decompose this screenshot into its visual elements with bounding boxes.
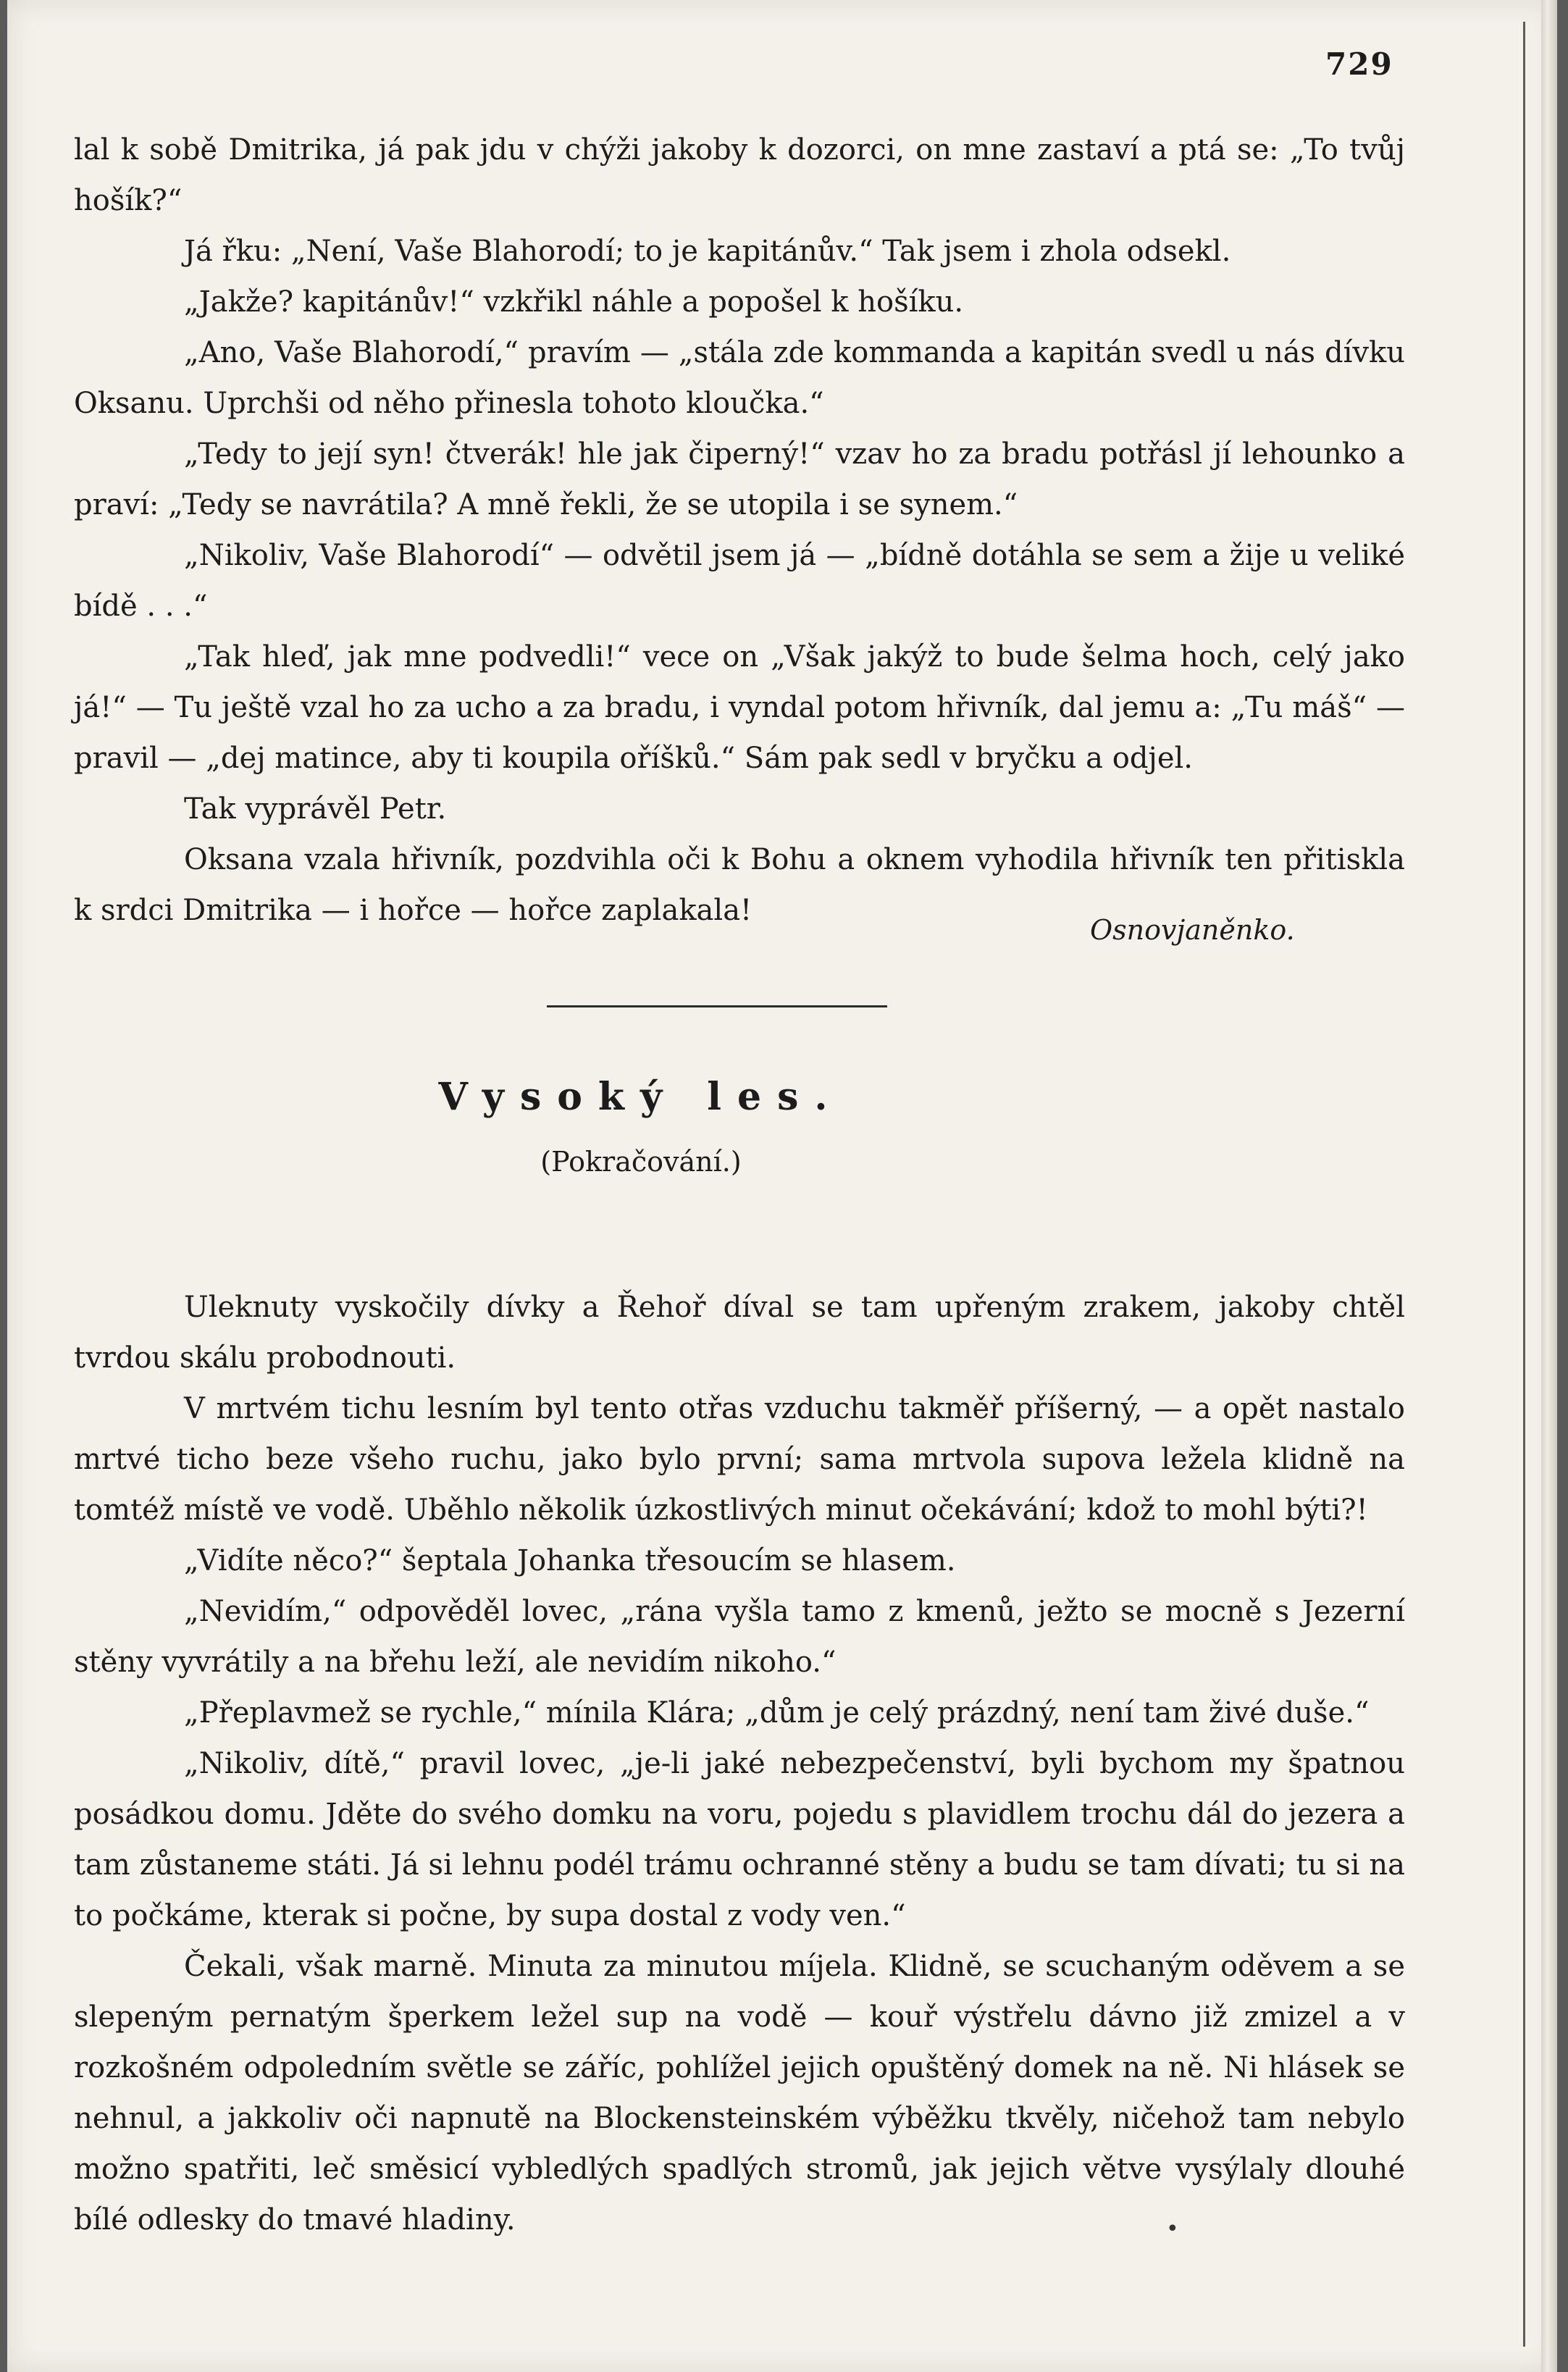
page-number: 729 xyxy=(1325,46,1393,82)
book-page xyxy=(7,0,1557,2372)
printer-mark: • xyxy=(1166,2216,1179,2242)
paragraph: V mrtvém tichu lesním byl tento otřas vzduchu takměř příšerný, — a opět nastalo mrtvé ticho beze všeho ruchu, jako bylo první; sama mrtvola supova ležela klidně na tomtéž místě ve vodě. Uběhlo několik úzkostlivých minut očekávání; kdož to mohl býti?! xyxy=(74,1392,1405,1527)
paragraph: Oksana vzala hřivník, pozdvihla oči k Bohu a oknem vyhodila hřivník ten přitiskla k srdci Dmitrika — i hořce — hořce zaplakala! xyxy=(74,843,1405,927)
paragraph: Já řku: „Není, Vaše Blahorodí; to je kapitánův.“ Tak jsem i zhola odsekl. xyxy=(184,235,1231,268)
paragraph: „Ano, Vaše Blahorodí,“ pravím — „stála zde kommanda a kapitán svedl u nás dívku Oksanu. Uprchši od něho přinesla tohoto kloučka.“ xyxy=(74,336,1405,420)
paragraph: „Přeplavmež se rychle,“ mínila Klára; „dům je celý prázdný, není tam živé duše.“ xyxy=(184,1696,1370,1730)
story-one-text xyxy=(74,125,1405,936)
story-title: Vysoký les. xyxy=(438,1075,844,1119)
paragraph: „Nevidím,“ odpověděl lovec, „rána vyšla tamo z kmenů, ježto se mocně s Jezerní stěny vyvrátily a na břehu leží, ale nevidím nikoho.“ xyxy=(74,1595,1405,1679)
paragraph: lal k sobě Dmitrika, já pak jdu v chýži jakoby k dozorci, on mne zastaví a ptá se: „To tvůj hošík?“ xyxy=(74,133,1405,217)
paragraph: Uleknuty vyskočily dívky a Řehoř díval se tam upřeným zrakem, jakoby chtěl tvrdou skálu probodnouti. xyxy=(74,1291,1405,1375)
paragraph: „Tak hleď, jak mne podvedli!“ vece on „Však jakýž to bude šelma hoch, celý jako já!“ — Tu ještě vzal ho za ucho a za bradu, i vyndal potom hřivník, dal jemu a: „Tu máš“ — pravil — „dej matince, aby ti koupila oříšků.“ Sám pak sedl v bryčku a odjel. xyxy=(74,640,1405,775)
paragraph: „Jakže? kapitánův!“ vzkřikl náhle a popošel k hošíku. xyxy=(184,285,964,319)
paragraph: „Tedy to její syn! čtverák! hle jak čiperný!“ vzav ho za bradu potřásl jí lehounko a praví: „Tedy se navrátila? A mně řekli, že se utopila i se synem.“ xyxy=(74,437,1405,521)
story-subtitle: (Pokračování.) xyxy=(540,1146,742,1178)
paragraph: „Nikoliv, dítě,“ pravil lovec, „je-li jaké nebezpečenství, byli bychom my špatnou posádkou domu. Jděte do svého domku na voru, pojedu s plavidlem trochu dál do jezera a tam zůstaneme státi. Já si lehnu podél trámu ochranné stěny a budu se tam dívati; tu si na to počkáme, kterak si počne, by supa dostal z vody ven.“ xyxy=(74,1747,1405,1932)
paragraph: „Vidíte něco?“ šeptala Johanka třesoucím se hlasem. xyxy=(184,1544,956,1577)
paragraph: „Nikoliv, Vaše Blahorodí“ — odvětil jsem já — „bídně dotáhla se sem a žije u veliké bídě . . .“ xyxy=(74,539,1405,623)
page-edge xyxy=(1541,0,1557,2372)
margin-rule xyxy=(1523,22,1525,2347)
section-divider xyxy=(547,1005,887,1007)
paragraph: Čekali, však marně. Minuta za minutou míjela. Klidně, se scuchaným oděvem a se slepeným pernatým šperkem ležel sup na vodě — kouř výstřelu dávno již zmizel a v rozkošném odpoledním světle se záříc, pohlížel jejich opuštěný domek na ně. Ni hlásek se nehnul, a jakkoliv oči napnutě na Blockensteinském výběžku tkvěly, ničehož tam nebylo možno spatřiti, leč směsicí vybledlých spadlých stromů, jak jejich větve vysýlaly dlouhé bílé odlesky do tmavé hladiny. xyxy=(74,1950,1405,2237)
story-two-text xyxy=(74,1282,1405,2245)
author-signature: Osnovjaněnko. xyxy=(1090,914,1295,946)
paragraph: Tak vyprávěl Petr. xyxy=(184,792,447,826)
